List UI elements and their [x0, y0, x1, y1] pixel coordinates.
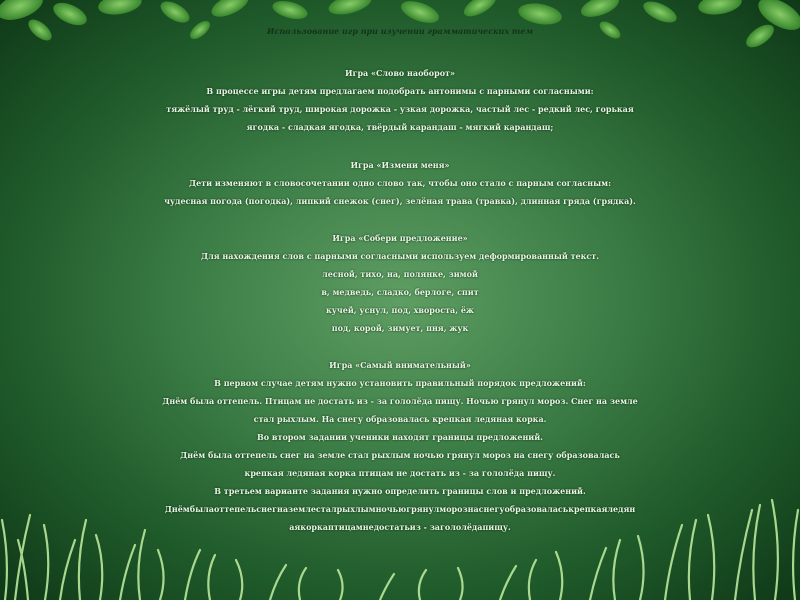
text-line: В третьем варианте задания нужно определить границы слов и предложений.: [214, 486, 586, 496]
text-line: крепкая ледяная корка птицам не достать из - за гололёда пищу.: [244, 468, 556, 478]
text-line: Для нахождения слов с парными согласными используем деформированный текст.: [200, 251, 600, 261]
text-line: тяжёлый труд - лёгкий труд, широкая дорожка - узкая дорожка, частый лес - редкий лес, горькая: [166, 104, 634, 114]
text-line: Дети изменяют в словосочетании одно слово так, чтобы оно стало с парным согласным:: [188, 178, 612, 188]
text-line: стал рыхлым. На снегу образовалась крепкая ледяная корка.: [253, 414, 547, 424]
text-line: Днём была оттепель. Птицам не достать из - за гололёда пищу. Ночью грянул мороз. Снег на земле: [162, 396, 638, 406]
text-line: кучей, уснул, под, хвороста, ёж: [326, 305, 474, 315]
text-line: В процессе игры детям предлагаем подобрать антонимы с парными согласными:: [206, 86, 594, 96]
text-line: Днёмбылаоттепельснегназемлесталрыхлымночьюгрянулморознаснегуобразоваласькрепкаяледян: [164, 504, 636, 514]
text-line: ягодка - сладкая ягодка, твёрдый карандаш - мягкий карандаш;: [246, 122, 554, 132]
game-2-heading: Игра «Измени меня»: [350, 160, 450, 170]
text-line: чудесная погода (погодка), липкий снежок (снег), зелёная трава (травка), длинная гряда (грядка).: [164, 196, 636, 206]
text-line: в, медведь, сладко, берлоге, спит: [321, 287, 479, 297]
text-line: лесной, тихо, на, полянке, зимой: [322, 269, 478, 279]
game-3-heading: Игра «Собери предложение»: [332, 233, 468, 243]
text-line: В первом случае детям нужно установить правильный порядок предложений:: [214, 378, 586, 388]
game-1-heading: Игра «Слово наоборот»: [345, 68, 455, 78]
slide-title: Использование игр при изучении грамматических тем: [266, 26, 534, 36]
text-line: аякоркаптицамнедостатьиз - загололёдапищу.: [289, 522, 511, 532]
game-4-heading: Игра «Самый внимательный»: [329, 360, 471, 370]
text-line: под, корой, зимует, пня, жук: [331, 323, 469, 333]
text-line: Во втором задании ученики находят границы предложений.: [257, 432, 543, 442]
text-line: Днём была оттепель снег на земле стал рыхлым ночью грянул мороз на снегу образовалась: [180, 450, 620, 460]
